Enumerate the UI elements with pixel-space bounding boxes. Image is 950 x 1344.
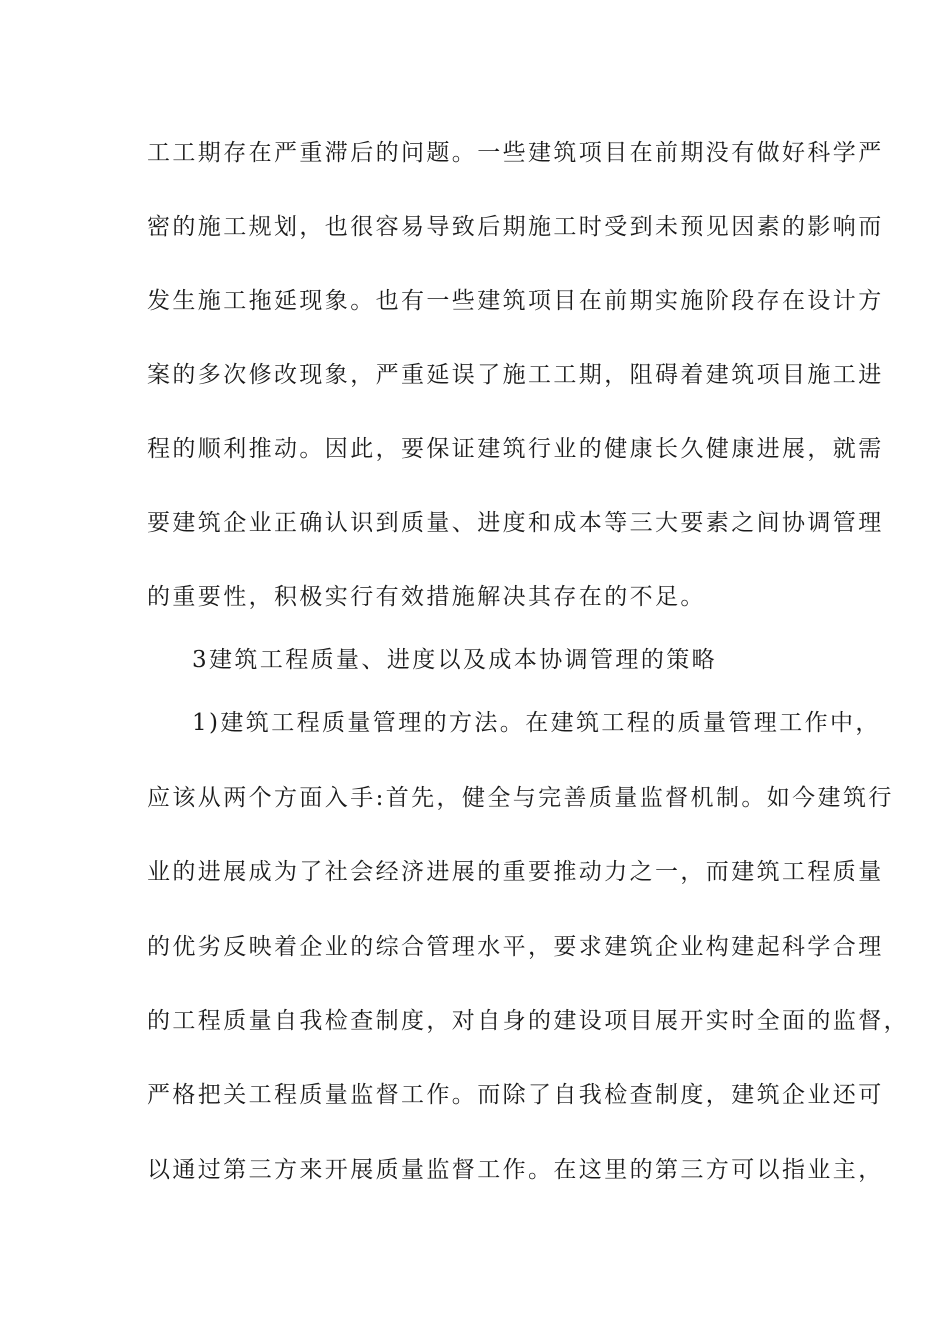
- body-text-line: 密的施工规划，也很容易导致后期施工时受到未预见因素的影响而: [147, 214, 884, 240]
- body-text-line: 的优劣反映着企业的综合管理水平，要求建筑企业构建起科学合理: [147, 934, 884, 960]
- body-text-line: 的工程质量自我检查制度，对自身的建设项目展开实时全面的监督，: [147, 1008, 909, 1034]
- body-text-line: 严格把关工程质量监督工作。而除了自我检查制度，建筑企业还可: [147, 1082, 884, 1108]
- body-text-line: 发生施工拖延现象。也有一些建筑项目在前期实施阶段存在设计方: [147, 288, 884, 314]
- body-text-line: 工工期存在严重滞后的问题。一些建筑项目在前期没有做好科学严: [147, 140, 884, 166]
- body-text-line: 案的多次修改现象，严重延误了施工工期，阻碍着建筑项目施工进: [147, 362, 884, 388]
- body-text-line: 应该从两个方面入手:首先，健全与完善质量监督机制。如今建筑行: [147, 785, 894, 811]
- body-text-line: 以通过第三方来开展质量监督工作。在这里的第三方可以指业主，: [147, 1157, 884, 1183]
- paragraph-first-line: 1)建筑工程质量管理的方法。在建筑工程的质量管理工作中，: [192, 710, 881, 736]
- body-text-line: 的重要性，积极实行有效措施解决其存在的不足。: [147, 584, 706, 610]
- body-text-line: 要建筑企业正确认识到质量、进度和成本等三大要素之间协调管理: [147, 510, 884, 536]
- section-heading: 3建筑工程质量、进度以及成本协调管理的策略: [192, 647, 718, 673]
- body-text-line: 程的顺利推动。因此，要保证建筑行业的健康长久健康进展，就需: [147, 436, 884, 462]
- body-text-line: 业的进展成为了社会经济进展的重要推动力之一，而建筑工程质量: [147, 859, 884, 885]
